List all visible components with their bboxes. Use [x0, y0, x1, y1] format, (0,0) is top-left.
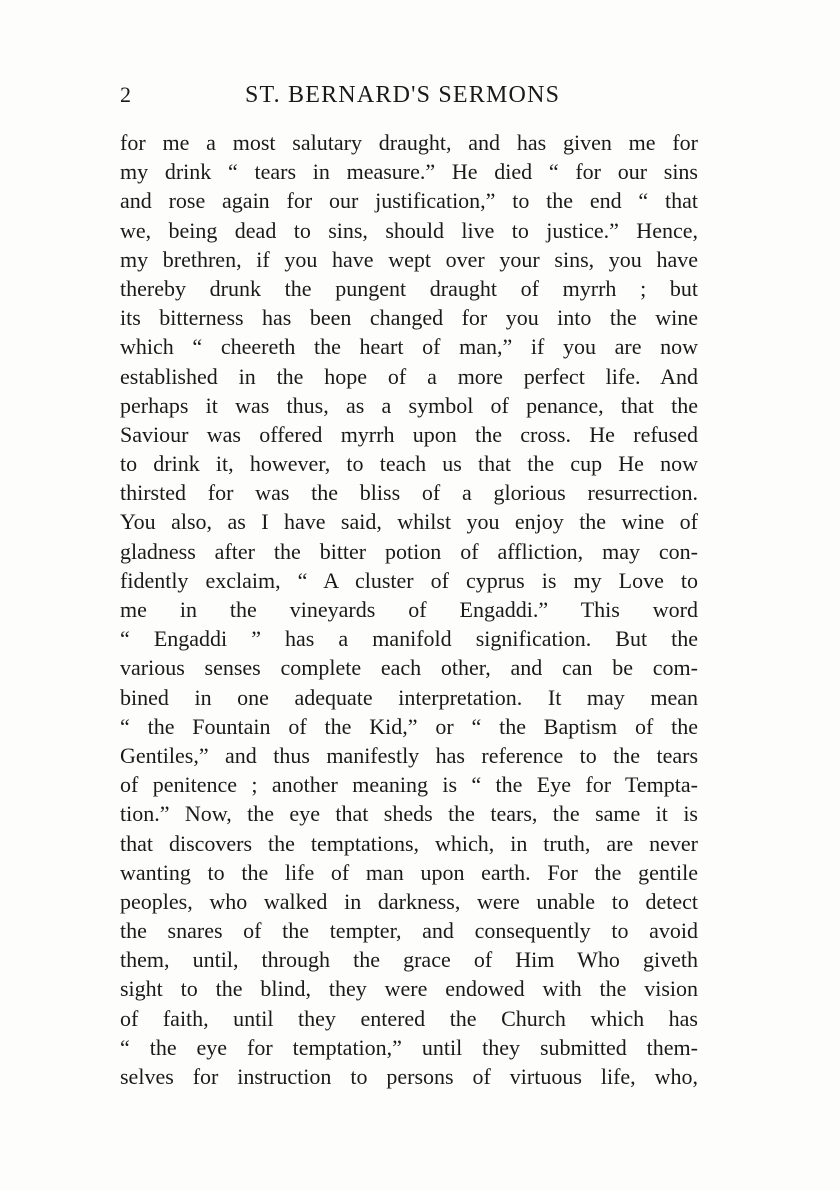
- text-line: that discovers the temptations, which, in truth, are never: [120, 830, 698, 856]
- text-line: my drink “ tears in measure.” He died “ for our sins: [120, 159, 698, 185]
- text-line: various senses complete each other, and can be com-: [120, 655, 698, 681]
- text-line: which “ cheereth the heart of man,” if you are now: [120, 334, 698, 360]
- body-text: [120, 128, 698, 1091]
- running-title: ST. BERNARD'S SERMONS: [245, 82, 561, 108]
- text-line: its bitterness has been changed for you into the wine: [120, 305, 698, 331]
- text-line: fidently exclaim, “ A cluster of cyprus is my Love to: [120, 567, 698, 593]
- text-line: for me a most salutary draught, and has given me for: [120, 130, 698, 155]
- text-line: “ the eye for temptation,” until they submitted them-: [120, 1034, 698, 1060]
- text-line: peoples, who walked in darkness, were unable to detect: [120, 888, 698, 914]
- text-line: me in the vineyards of Engaddi.” This word: [120, 597, 698, 622]
- text-line: Gentiles,” and thus manifestly has reference to the tears: [120, 742, 698, 768]
- text-line: wanting to the life of man upon earth. For the gentile: [120, 859, 698, 885]
- text-line: to drink it, however, to teach us that the cup He now: [120, 451, 698, 477]
- text-line: we, being dead to sins, should live to justice.” Hence,: [120, 217, 698, 243]
- text-line: my brethren, if you have wept over your sins, you have: [120, 246, 698, 272]
- text-line: established in the hope of a more perfect life. And: [120, 363, 698, 389]
- text-line: and rose again for our justification,” to the end “ that: [120, 188, 698, 214]
- text-line: thereby drunk the pungent draught of myrrh ; but: [120, 275, 698, 301]
- page-number: 2: [120, 82, 132, 107]
- text-line: perhaps it was thus, as a symbol of penance, that the: [120, 392, 698, 418]
- text-line: “ Engaddi ” has a manifold signification. But the: [120, 626, 698, 652]
- text-line: You also, as I have said, whilst you enjoy the wine of: [120, 509, 698, 535]
- running-head: [120, 80, 698, 110]
- text-line: Saviour was offered myrrh upon the cross. He refused: [120, 421, 698, 447]
- text-line: bined in one adequate interpretation. It may mean: [120, 684, 698, 710]
- text-line: the snares of the tempter, and consequently to avoid: [120, 918, 698, 944]
- text-line: sight to the blind, they were endowed with the vision: [120, 976, 698, 1002]
- text-line: of faith, until they entered the Church which has: [120, 1005, 698, 1031]
- text-line: tion.” Now, the eye that sheds the tears, the same it is: [120, 801, 698, 827]
- text-line: them, until, through the grace of Him Who giveth: [120, 947, 698, 973]
- text-line: gladness after the bitter potion of affliction, may con-: [120, 538, 698, 564]
- text-line: selves for instruction to persons of virtuous life, who,: [120, 1064, 698, 1089]
- text-line: thirsted for was the bliss of a glorious resurrection.: [120, 480, 698, 506]
- text-line: “ the Fountain of the Kid,” or “ the Baptism of the: [120, 713, 698, 739]
- text-line: of penitence ; another meaning is “ the Eye for Tempta-: [120, 772, 698, 798]
